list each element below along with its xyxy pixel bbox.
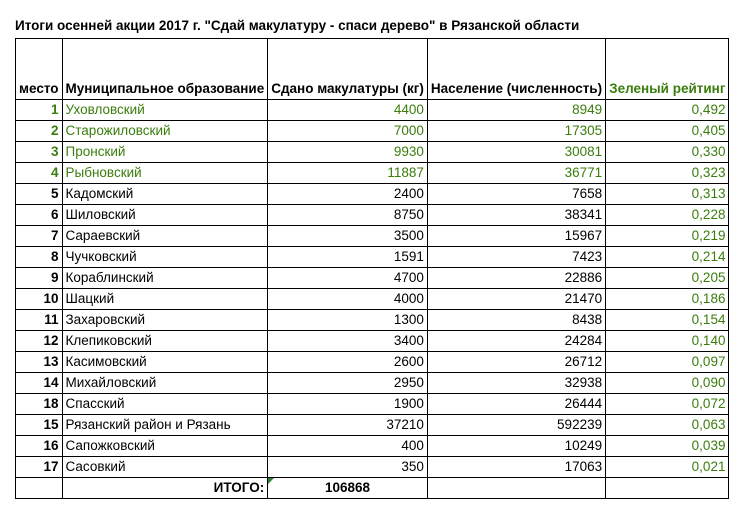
paper-cell: 2600 xyxy=(268,352,428,373)
table-row xyxy=(16,205,729,226)
rank-cell: 16 xyxy=(16,436,63,457)
rating-cell: 0,492 xyxy=(606,100,729,121)
total-empty-cell xyxy=(427,478,605,499)
rank-cell: 12 xyxy=(16,331,63,352)
paper-cell: 1900 xyxy=(268,394,428,415)
total-empty-cell xyxy=(606,478,729,499)
municipality-cell: Старожиловский xyxy=(62,121,268,142)
total-row xyxy=(16,478,729,499)
table-row xyxy=(16,247,729,268)
rank-cell: 6 xyxy=(16,205,63,226)
paper-cell: 4000 xyxy=(268,289,428,310)
rank-cell: 7 xyxy=(16,226,63,247)
rating-cell: 0,097 xyxy=(606,352,729,373)
rating-cell: 0,039 xyxy=(606,436,729,457)
table-row xyxy=(16,436,729,457)
municipality-cell: Уховловский xyxy=(62,100,268,121)
municipality-cell: Шацкий xyxy=(62,289,268,310)
population-cell: 26444 xyxy=(427,394,605,415)
table-row xyxy=(16,184,729,205)
total-value: 106868 xyxy=(325,480,371,495)
paper-cell: 11887 xyxy=(268,163,428,184)
municipality-cell: Михайловский xyxy=(62,373,268,394)
municipality-cell: Клепиковский xyxy=(62,331,268,352)
paper-cell: 9930 xyxy=(268,142,428,163)
rank-cell: 2 xyxy=(16,121,63,142)
population-cell: 7658 xyxy=(427,184,605,205)
rating-cell: 0,154 xyxy=(606,310,729,331)
population-cell: 38341 xyxy=(427,205,605,226)
rating-cell: 0,140 xyxy=(606,331,729,352)
paper-cell: 4400 xyxy=(268,100,428,121)
municipality-cell: Сасовкий xyxy=(62,457,268,478)
rating-cell: 0,330 xyxy=(606,142,729,163)
header-green-rating: Зеленый рейтинг xyxy=(606,39,729,100)
rank-cell: 9 xyxy=(16,268,63,289)
municipality-cell: Сапожковский xyxy=(62,436,268,457)
table-row xyxy=(16,121,729,142)
population-cell: 592239 xyxy=(427,415,605,436)
municipality-cell: Спасский xyxy=(62,394,268,415)
rank-cell: 17 xyxy=(16,457,63,478)
rating-cell: 0,021 xyxy=(606,457,729,478)
rating-cell: 0,063 xyxy=(606,415,729,436)
municipality-cell: Пронский xyxy=(62,142,268,163)
table-row xyxy=(16,226,729,247)
paper-cell: 8750 xyxy=(268,205,428,226)
table-body xyxy=(16,100,729,478)
population-cell: 22886 xyxy=(427,268,605,289)
population-cell: 26712 xyxy=(427,352,605,373)
paper-cell: 350 xyxy=(268,457,428,478)
paper-cell: 37210 xyxy=(268,415,428,436)
table-row xyxy=(16,373,729,394)
municipality-cell: Рыбновский xyxy=(62,163,268,184)
paper-cell: 4700 xyxy=(268,268,428,289)
header-rank: место xyxy=(16,39,63,100)
rating-cell: 0,405 xyxy=(606,121,729,142)
population-cell: 30081 xyxy=(427,142,605,163)
cell-marker-icon xyxy=(268,478,274,484)
table-row xyxy=(16,394,729,415)
results-table xyxy=(15,38,729,499)
municipality-cell: Чучковский xyxy=(62,247,268,268)
rank-cell: 13 xyxy=(16,352,63,373)
rank-cell: 4 xyxy=(16,163,63,184)
header-municipality: Муниципальное образование xyxy=(62,39,268,100)
paper-cell: 2950 xyxy=(268,373,428,394)
municipality-cell: Кораблинский xyxy=(62,268,268,289)
paper-cell: 400 xyxy=(268,436,428,457)
municipality-cell: Шиловский xyxy=(62,205,268,226)
document-title: Итоги осенней акции 2017 г. "Сдай макулатуру - спаси дерево" в Рязанской области xyxy=(15,18,580,33)
table-row xyxy=(16,352,729,373)
population-cell: 7423 xyxy=(427,247,605,268)
paper-cell: 1300 xyxy=(268,310,428,331)
rating-cell: 0,228 xyxy=(606,205,729,226)
total-label: ИТОГО: xyxy=(62,478,268,499)
population-cell: 8949 xyxy=(427,100,605,121)
municipality-cell: Рязанский район и Рязань xyxy=(62,415,268,436)
rating-cell: 0,072 xyxy=(606,394,729,415)
population-cell: 17063 xyxy=(427,457,605,478)
paper-cell: 3400 xyxy=(268,331,428,352)
table-row xyxy=(16,142,729,163)
rating-cell: 0,313 xyxy=(606,184,729,205)
total-value-cell xyxy=(268,478,428,499)
rating-cell: 0,090 xyxy=(606,373,729,394)
rank-cell: 8 xyxy=(16,247,63,268)
header-paper-collected: Сдано макулатуры (кг) xyxy=(268,39,428,100)
table-row xyxy=(16,163,729,184)
municipality-cell: Сараевский xyxy=(62,226,268,247)
table-row xyxy=(16,415,729,436)
paper-cell: 7000 xyxy=(268,121,428,142)
rank-cell: 11 xyxy=(16,310,63,331)
population-cell: 17305 xyxy=(427,121,605,142)
rating-cell: 0,214 xyxy=(606,247,729,268)
municipality-cell: Касимовский xyxy=(62,352,268,373)
header-population: Население (численность) xyxy=(427,39,605,100)
table-row xyxy=(16,289,729,310)
table-row xyxy=(16,310,729,331)
table-row xyxy=(16,457,729,478)
rank-cell: 3 xyxy=(16,142,63,163)
rank-cell: 14 xyxy=(16,373,63,394)
population-cell: 10249 xyxy=(427,436,605,457)
rating-cell: 0,186 xyxy=(606,289,729,310)
header-row xyxy=(16,39,729,100)
total-empty-cell xyxy=(16,478,63,499)
table-row xyxy=(16,100,729,121)
municipality-cell: Захаровский xyxy=(62,310,268,331)
table-row xyxy=(16,268,729,289)
rating-cell: 0,219 xyxy=(606,226,729,247)
population-cell: 15967 xyxy=(427,226,605,247)
rank-cell: 1 xyxy=(16,100,63,121)
rating-cell: 0,323 xyxy=(606,163,729,184)
population-cell: 36771 xyxy=(427,163,605,184)
population-cell: 24284 xyxy=(427,331,605,352)
paper-cell: 3500 xyxy=(268,226,428,247)
rank-cell: 18 xyxy=(16,394,63,415)
paper-cell: 1591 xyxy=(268,247,428,268)
population-cell: 8438 xyxy=(427,310,605,331)
rank-cell: 10 xyxy=(16,289,63,310)
paper-cell: 2400 xyxy=(268,184,428,205)
population-cell: 21470 xyxy=(427,289,605,310)
municipality-cell: Кадомский xyxy=(62,184,268,205)
rating-cell: 0,205 xyxy=(606,268,729,289)
rank-cell: 15 xyxy=(16,415,63,436)
table-row xyxy=(16,331,729,352)
population-cell: 32938 xyxy=(427,373,605,394)
rank-cell: 5 xyxy=(16,184,63,205)
